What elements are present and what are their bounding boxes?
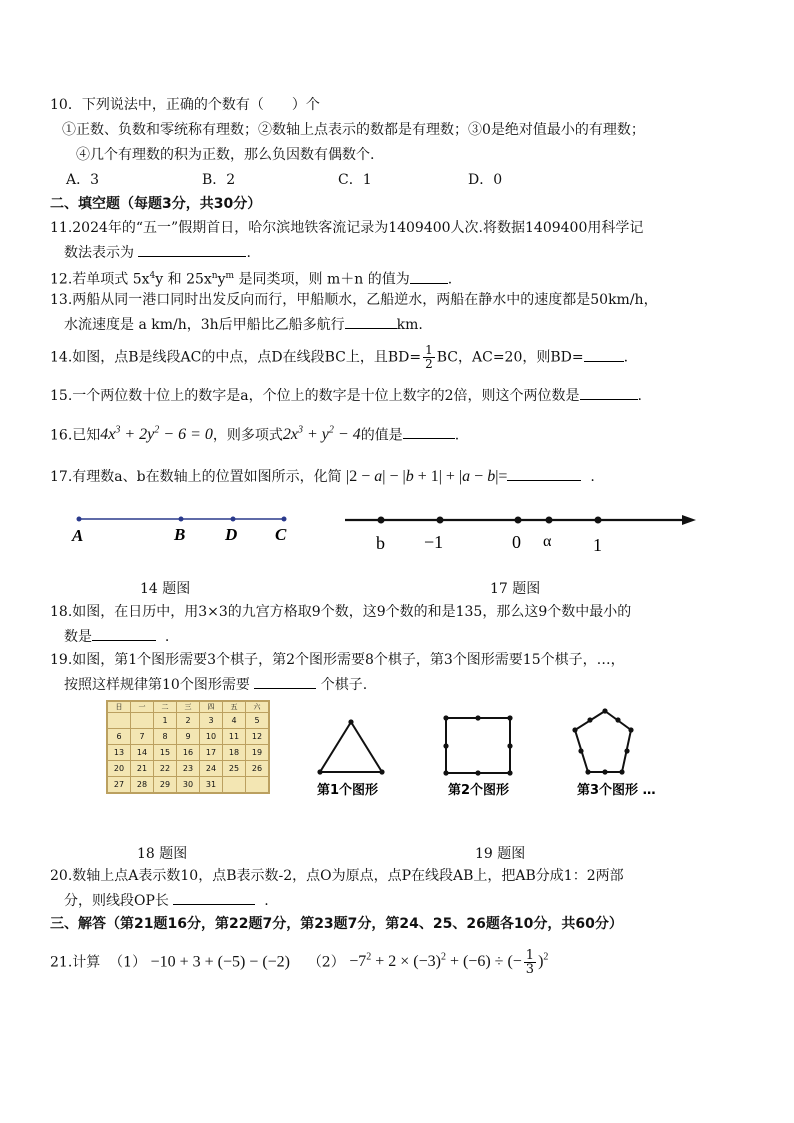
q16-answer-blank[interactable]: [403, 424, 455, 439]
point-c: [282, 517, 287, 522]
fig17-number-line: [340, 508, 700, 558]
fig18-caption: 18 题图: [137, 846, 188, 862]
q20-line2: 分，则线段OP长 .: [64, 890, 269, 911]
q19-line2: 按照这样规律第10个图形需要 个棋子.: [64, 674, 367, 695]
q11-line1: 11.2024年的“五一”假期首日，哈尔滨地铁客流记录为1409400人次.将数据1409400用科学记: [50, 220, 644, 236]
q17: 17.有理数a、b在数轴上的位置如图所示，化简 |2 − a| − |b + 1| + |a − b|= .: [50, 468, 595, 485]
q19-answer-blank[interactable]: [254, 674, 316, 689]
q21-fraction: $\frac{1}{3}$: [525, 947, 535, 977]
calendar-week-row: 27 28 29 30 31: [107, 777, 269, 794]
point-b: [179, 517, 184, 522]
q15-answer-blank[interactable]: [580, 385, 638, 400]
label-b: B: [174, 525, 186, 544]
q12-answer-blank[interactable]: [410, 269, 448, 284]
q10-stem: 10．下列说法中，正确的个数有（ ）个: [50, 97, 320, 113]
square-shape: [446, 718, 510, 773]
fig19-patterns: [300, 708, 680, 804]
q10-statements-1: ①正数、负数和零统称有理数；②数轴上点表示的数都是有理数；③0是绝对值最小的有理数；: [62, 122, 645, 138]
fig19-caption: 19 题图: [475, 846, 526, 862]
q11-answer-blank[interactable]: [138, 242, 246, 257]
calendar-header-row: 日 一 二 三 四 五 六: [107, 701, 269, 713]
q17-answer-blank[interactable]: [507, 466, 581, 481]
pentagon-shape: [575, 711, 631, 772]
q13-line2: 水流速度是 a km/h，3h后甲船比乙船多航行 km.: [64, 314, 423, 335]
section-solve-title: 三、解答（第21题16分，第22题7分，第23题7分，第24、25、26题各10分，共60分）: [50, 916, 623, 932]
point-a: [77, 517, 82, 522]
label-one: 1: [593, 535, 602, 555]
calendar-week-row: 20 21 22 23 24 25 26: [107, 761, 269, 777]
point-d: [231, 517, 236, 522]
q16: 16.已知$4x^3 + 2y^2 - 6 = 0$，则多项式$2x^3 + y^2 - 4$的值是 .: [50, 425, 460, 444]
q10-option-b: B．2: [202, 172, 236, 188]
q14-answer-blank[interactable]: [584, 347, 624, 362]
q10-option-c: C．1: [338, 172, 372, 188]
q18-answer-blank[interactable]: [92, 626, 156, 641]
label-d: D: [225, 525, 238, 544]
calendar-week-row: 13 14 15 16 17 18 19: [107, 745, 269, 761]
q13-answer-blank[interactable]: [345, 314, 397, 329]
q18-line1: 18.如图，在日历中，用3×3的九宫方格取9个数，这9个数的和是135，那么这9个数中最小的: [50, 604, 632, 620]
q19-line1: 19.如图，第1个图形需要3个棋子，第2个图形需要8个棋子，第3个图形需要15个棋子，…，: [50, 652, 625, 668]
q11-line2: 数法表示为 .: [64, 242, 251, 263]
q21: 21.计算 （1） −10 + 3 + (−5) − (−2) $(2) -7^2 + 2 \times (-3)^2 + (-6)$ ÷ (− $\frac{1}{3}$ )$^2$: [50, 947, 549, 977]
q20-line1: 20.数轴上点A表示数10，点B表示数-2，点O为原点，点P在线段AB上，把AB分成1：2两部: [50, 868, 624, 884]
point-zero: [515, 517, 522, 524]
q10-option-a: A．3: [66, 172, 100, 188]
label-c: C: [275, 525, 287, 544]
q18-line2: 数是 .: [64, 626, 169, 647]
q20-answer-blank[interactable]: [173, 890, 255, 905]
label-neg1: −1: [424, 532, 444, 552]
point-b: [378, 517, 385, 524]
triangle-shape: [320, 722, 382, 772]
point-one: [595, 517, 602, 524]
q10-option-d: D．0: [468, 172, 503, 188]
q14: 14.如图，点B是线段AC的中点，点D在线段BC上，且BD= $\frac{1}{2}$ BC，AC=20，则BD= .: [50, 343, 629, 371]
fig19-label-2: 第2个图形: [448, 783, 510, 798]
label-b: b: [376, 533, 385, 553]
calendar-week-row: 1 2 3 4 5: [107, 713, 269, 729]
label-a: A: [72, 526, 84, 545]
fig14-caption: 14 题图: [140, 581, 191, 597]
label-zero: 0: [512, 532, 521, 552]
point-neg1: [437, 517, 444, 524]
q13-line1: 13.两船从同一港口同时出发反向而行，甲船顺水，乙船逆水，两船在静水中的速度都是50km/h，: [50, 292, 658, 308]
calendar-week-row: 6 7 8 9 10 11 12: [107, 729, 269, 745]
label-alpha: α: [543, 533, 552, 550]
fig14-segment: [66, 508, 306, 548]
q10-options: [66, 170, 502, 190]
fig17-caption: 17 题图: [490, 581, 541, 597]
section-fill-blank-title: 二、填空题（每题3分，共30分）: [50, 196, 262, 212]
fig19-label-1: 第1个图形: [317, 783, 379, 798]
q10-statements-2: ④几个有理数的积为正数，那么负因数有偶数个.: [76, 147, 375, 163]
fig19-label-3: 第3个图形 …: [577, 783, 656, 798]
calendar-grid: [106, 700, 270, 794]
q15: 15.一个两位数十位上的数字是a，个位上的数字是十位上数字的2倍，则这个两位数是 .: [50, 385, 642, 406]
q12: 12.若单项式 $5x^4y$ 和 $25x^ny^m$ 是同类项，则 m＋n 的值为 .: [50, 266, 452, 290]
q14-fraction: $\frac{1}{2}$: [425, 343, 433, 371]
point-a: [546, 517, 553, 524]
